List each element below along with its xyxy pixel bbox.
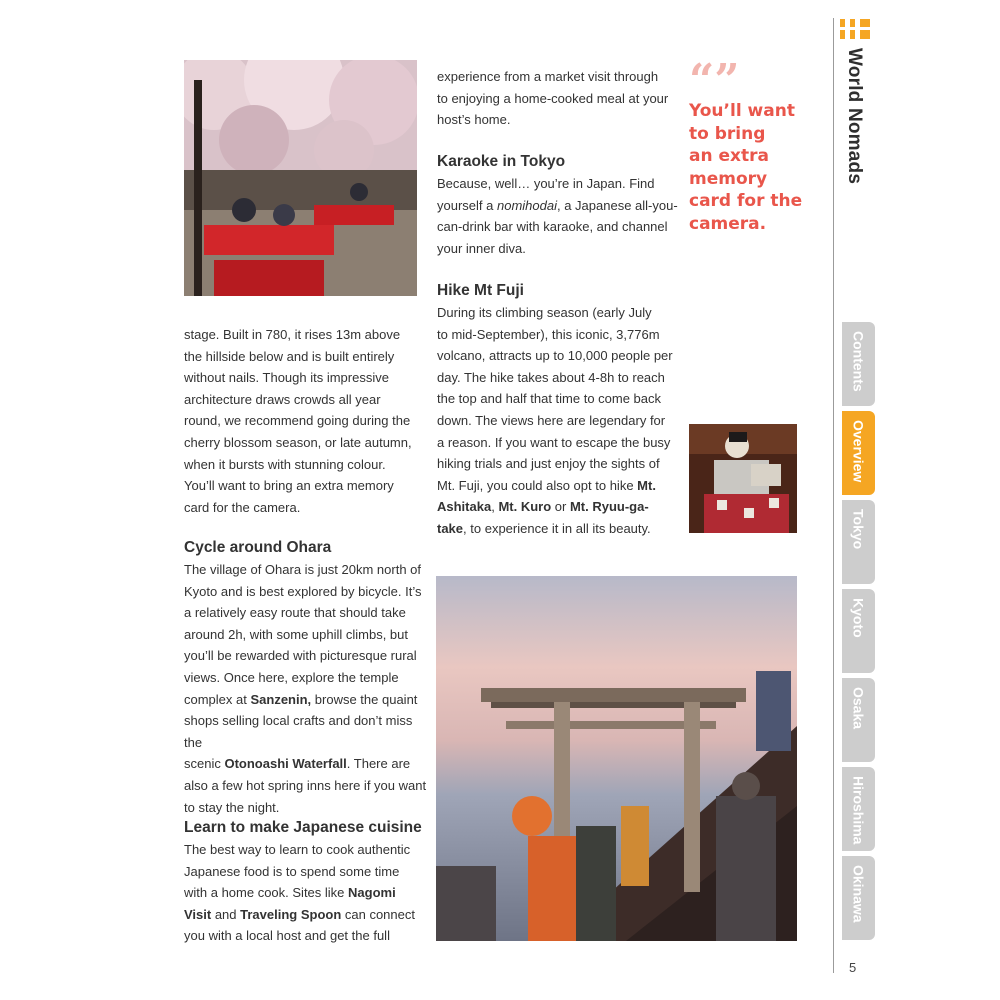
text-line: day. The hike takes about 4-8h to reach [437,369,665,385]
text-line: shops selling local crafts and don’t miss the [184,713,413,750]
text-line [184,882,429,904]
tab-overview[interactable]: Overview [842,411,875,495]
text-line [437,195,682,217]
text-line: down. The views here are legendary for [437,412,666,428]
text-line: round, we recommend going during the [184,413,411,429]
term-nomihodai: nomihodai [496,197,557,213]
pull-quote [689,55,829,236]
text-line: Because, well… you’re in Japan. Find [437,176,655,191]
text-line: During its climbing season (early July [437,305,652,320]
text-line: experience from a market visit through [437,69,659,84]
text-line: card for the [689,191,803,212]
text-span: can connect [341,906,415,922]
text-line [437,475,682,497]
text-span: Mt. Fuji, you could also opt to hike [437,477,638,493]
section-cuisine [184,817,429,947]
heading-ohara: Cycle around Ohara [184,539,332,556]
section-karaoke [437,151,682,259]
ohara-body [184,559,429,818]
tab-osaka[interactable]: Osaka [842,678,875,762]
sidebar-divider [833,18,834,973]
text-line: camera. [689,213,767,234]
place-mt-kuro: Mt. Kuro [498,499,552,515]
text-span: , a Japanese all-you- [556,197,678,213]
text-line: also a few hot spring inns here if you want [184,777,427,793]
text-line: hiking trials and just enjoy the sights of [437,456,660,472]
text-span: with a home cook. Sites like [184,885,349,901]
text-line: a reason. If you want to escape the busy [437,434,671,450]
place-sanzenin: Sanzenin, [250,691,312,707]
text-span: scenic [184,756,225,772]
tab-hiroshima[interactable]: Hiroshima [842,767,875,851]
text-line: The village of Ohara is just 20km north of [184,562,422,577]
text-line: you’ll be rewarded with picturesque rural [184,648,417,664]
text-line: your inner diva. [437,240,526,256]
text-line: architecture draws crowds all year [184,391,381,407]
text-line: Kyoto and is best explored by bicycle. It’s [184,583,422,599]
text-line: to stay the night. [184,799,280,815]
text-line: host’s home. [437,112,511,128]
place-mt-ryuu-ga: Mt. Ryuu-ga- [569,499,649,515]
text-line: cherry blossom season, or late autumn, [184,434,412,450]
text-line: You’ll want to bring an extra memory [184,478,394,494]
text-span: . There are [346,756,411,772]
place-otonoashi-waterfall: Otonoashi Waterfall [224,756,347,772]
text-span: , to experience it in all its beauty. [463,520,651,536]
text-line: when it bursts with stunning colour. [184,456,386,472]
text-line [437,518,682,540]
place-mt: Mt. [637,477,656,493]
heading-cuisine: Learn to make Japanese cuisine [184,819,422,836]
text-line: without nails. Though its impressive [184,370,389,386]
text-line: the top and half that time to come back [437,391,662,407]
text-line: The best way to learn to cook authentic [184,842,411,857]
text-line: volcano, attracts up to 10,000 people per [437,348,673,364]
kabuki-performer-photo [689,424,797,533]
text-line: to mid-September), this iconic, 3,776m [437,326,660,342]
text-span: , [491,499,499,515]
cherry-blossom-picnic-photo [184,60,417,296]
place-take: take [437,520,464,536]
column-1-intro [184,324,424,518]
text-line: to enjoying a home-cooked meal at your [437,90,669,106]
place-ashitaka: Ashitaka [437,499,492,515]
world-nomads-logo-icon [840,17,870,39]
text-line [184,689,429,711]
text-line [184,753,429,775]
quote-mark-icon: “” [689,55,740,106]
page-number: 5 [849,960,857,975]
text-line: memory [689,168,768,189]
text-line: the hillside below and is built entirely [184,348,395,364]
text-line: Japanese food is to spend some time [184,863,400,879]
text-line: around 2h, with some uphill climbs, but [184,626,409,642]
text-line: to bring [689,123,766,144]
text-line: an extra [689,146,769,167]
text-line: You’ll want [689,101,795,121]
text-line: a relatively easy route that should take [184,605,406,621]
text-span: and [211,906,241,922]
cuisine-body [184,839,429,947]
tab-kyoto[interactable]: Kyoto [842,589,875,673]
text-line [184,904,429,926]
heading-karaoke: Karaoke in Tokyo [437,153,566,170]
column-2-intro [437,66,682,131]
pull-quote-text [689,100,829,236]
karaoke-body [437,173,682,259]
text-line: can-drink bar with karaoke, and channel [437,219,668,235]
text-span: browse the quaint [311,691,418,707]
text-span: or [551,499,570,515]
site-traveling-spoon: Traveling Spoon [240,906,342,922]
fuji-body [437,302,682,540]
tab-okinawa[interactable]: Okinawa [842,856,875,940]
tab-contents[interactable]: Contents [842,322,875,406]
text-line: card for the camera. [184,499,301,515]
section-ohara [184,537,429,818]
heading-fuji: Hike Mt Fuji [437,282,524,299]
site-visit: Visit [184,906,212,922]
text-span: complex at [184,691,251,707]
text-line: views. Once here, explore the temple [184,669,399,685]
text-line: you with a local host and get the full [184,928,390,944]
brand-name: World Nomads [844,48,865,185]
site-nagomi: Nagomi [348,885,396,901]
text-line [437,496,682,518]
text-line: stage. Built in 780, it rises 13m above [184,327,401,342]
mt-fuji-torii-gate-photo [436,576,797,941]
text-span: yourself a [437,197,497,213]
section-fuji [437,280,682,540]
tab-tokyo[interactable]: Tokyo [842,500,875,584]
